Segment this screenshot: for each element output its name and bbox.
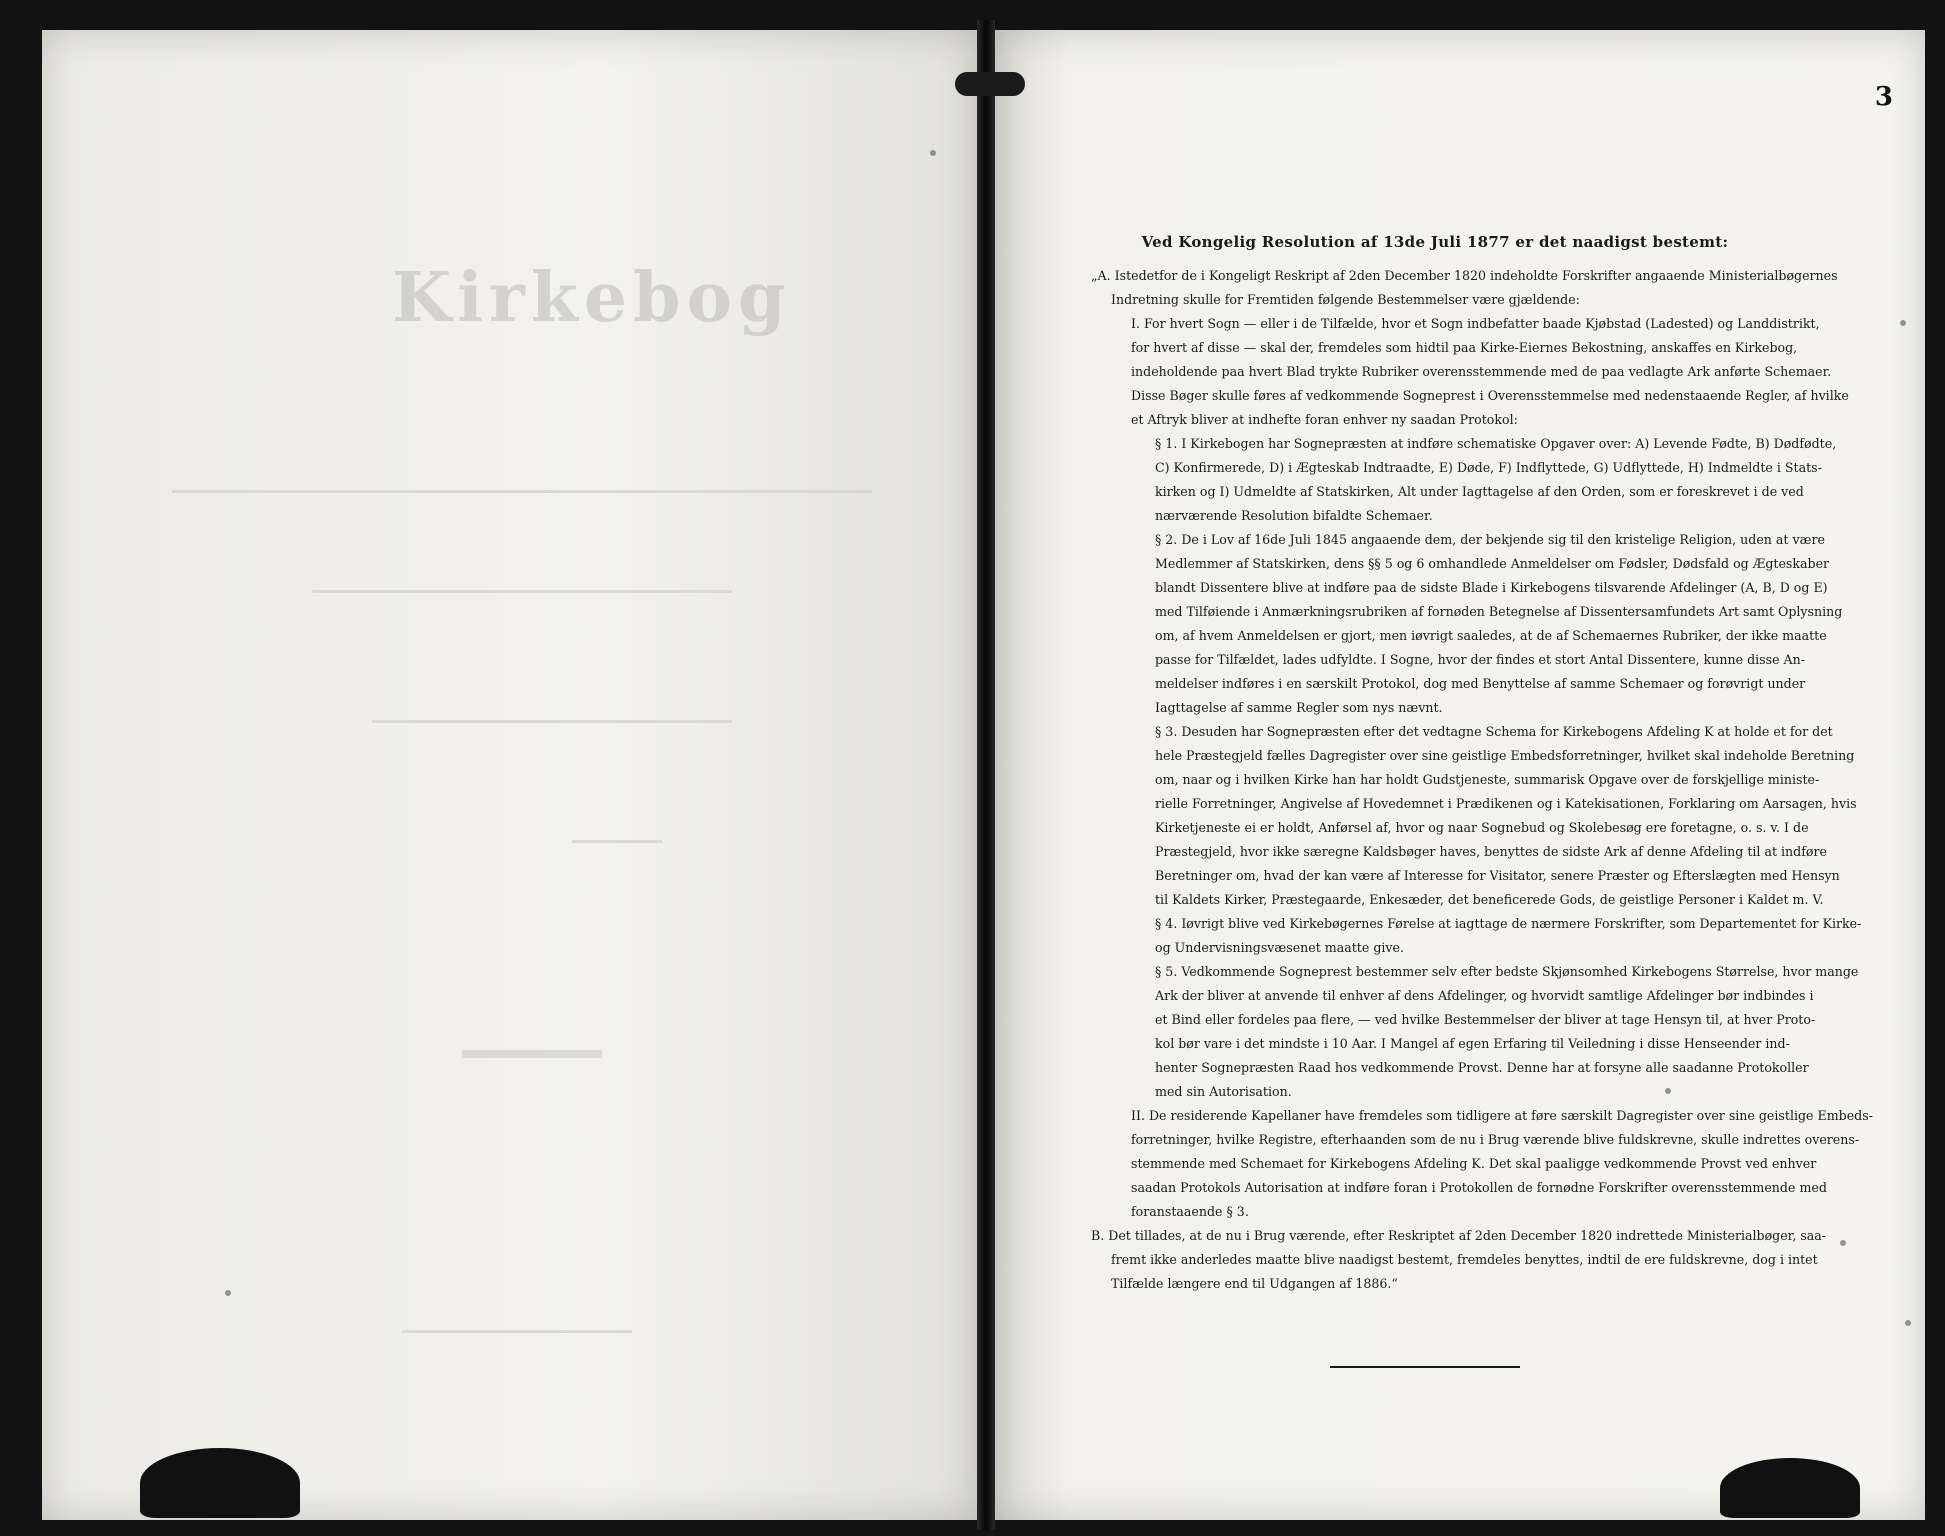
text-line: om, naar og i hvilken Kirke han har holdt Gudstjeneste, summarisk Opgave over de forskjellige ministe- xyxy=(1155,772,1820,787)
text-line: foranstaaende § 3. xyxy=(1131,1204,1249,1219)
text-line: blandt Dissentere blive at indføre paa de sidste Blade i Kirkebogens tilsvarende Afdelinger (A, B, D og E) xyxy=(1155,580,1828,595)
text-line: Beretninger om, hvad der kan være af Interesse for Visitator, senere Præster og Efterslægten med Hensyn xyxy=(1155,868,1840,883)
text-line: rielle Forretninger, Angivelse af Hovedemnet i Prædikenen og i Katekisationen, Forklaring om Aarsagen, hvis xyxy=(1155,796,1857,811)
text-line: et Aftryk bliver at indhefte foran enhver ny saadan Protokol: xyxy=(1131,412,1518,427)
text-line: indeholdende paa hvert Blad trykte Rubriker overensstemmende med de paa vedlagte Ark anførte Schemaer. xyxy=(1131,364,1832,379)
text-line: Tilfælde længere end til Udgangen af 1886.“ xyxy=(1111,1276,1398,1291)
book-gutter xyxy=(977,20,995,1530)
text-line: nærværende Resolution bifaldte Schemaer. xyxy=(1155,508,1433,523)
text-line: kirken og I) Udmeldte af Statskirken, Alt under Iagttagelse af den Orden, som er foreskrevet i de ved xyxy=(1155,484,1804,499)
ghost-line xyxy=(312,590,732,593)
text-line: Disse Bøger skulle føres af vedkommende Sogneprest i Overensstemmelse med nedenstaaende Regler, af hvilke xyxy=(1131,388,1849,403)
right-corner-blot xyxy=(1720,1458,1860,1518)
text-line: fremt ikke anderledes maatte blive naadigst bestemt, fremdeles benyttes, indtil de ere fuldskrevne, dog i intet xyxy=(1111,1252,1818,1267)
text-line: § 2. De i Lov af 16de Juli 1845 angaaende dem, der bekjende sig til den kristelige Religion, uden at være xyxy=(1155,532,1825,547)
speck xyxy=(930,150,936,156)
text-line: kol bør vare i det mindste i 10 Aar. I Mangel af egen Erfaring til Veiledning i disse Henseender ind- xyxy=(1155,1036,1790,1051)
text-line: for hvert af disse — skal der, fremdeles som hidtil paa Kirke-Eiernes Bekostning, anskaffes en Kirkebog, xyxy=(1131,340,1798,355)
text-line: stemmende med Schemaet for Kirkebogens Afdeling K. Det skal paaligge vedkommende Provst ved enhver xyxy=(1131,1156,1817,1171)
resolution-lines xyxy=(1075,264,1873,1296)
left-corner-blot xyxy=(140,1448,300,1518)
text-line: § 3. Desuden har Sognepræsten efter det vedtagne Schema for Kirkebogens Afdeling K at holde et for det xyxy=(1155,724,1833,739)
binding-clasp xyxy=(955,72,1025,96)
text-line: I. For hvert Sogn — eller i de Tilfælde, hvor et Sogn indbefatter baade Kjøbstad (Ladested) og Landdistrikt, xyxy=(1131,316,1820,331)
text-line: C) Konfirmerede, D) i Ægteskab Indtraadte, E) Døde, F) Indflyttede, G) Udflyttede, H) Indmeldte i Stats- xyxy=(1155,460,1822,475)
text-line: med Tilføiende i Anmærkningsrubriken af fornøden Betegnelse af Dissentersamfundets Art samt Oplysning xyxy=(1155,604,1843,619)
text-line: og Undervisningsvæsenet maatte give. xyxy=(1155,940,1404,955)
text-line: Indretning skulle for Fremtiden følgende Bestemmelser være gjældende: xyxy=(1111,292,1580,307)
ghost-title-bleed: Kirkebog xyxy=(392,258,792,338)
text-line: hele Præstegjeld fælles Dagregister over sine geistlige Embedsforretninger, hvilket skal indeholde Beretning xyxy=(1155,748,1855,763)
text-line: forretninger, hvilke Registre, efterhaanden som de nu i Brug værende blive fuldskrevne, skulle indrettes overens- xyxy=(1131,1132,1860,1147)
text-line: „A. Istedetfor de i Kongeligt Reskript af 2den December 1820 indeholdte Forskrifter angaaende Ministerialbøgernes xyxy=(1091,268,1838,283)
text-line: med sin Autorisation. xyxy=(1155,1084,1292,1099)
text-line: § 1. I Kirkebogen har Sognepræsten at indføre schematiske Opgaver over: A) Levende Fødte, B) Dødfødte, xyxy=(1155,436,1837,451)
page-number: 3 xyxy=(1874,82,1893,112)
text-line: saadan Protokols Autorisation at indføre foran i Protokollen de fornødne Forskrifter overensstemmende med xyxy=(1131,1180,1827,1195)
resolution-heading: Ved Kongelig Resolution af 13de Juli 1877 er det naadigst bestemt: xyxy=(1141,233,1729,251)
text-line: B. Det tillades, at de nu i Brug værende, efter Reskriptet af 2den December 1820 indrettede Ministerialbøger, saa- xyxy=(1091,1228,1827,1243)
text-line: passe for Tilfældet, lades udfyldte. I Sogne, hvor der findes et stort Antal Dissentere, kunne disse An- xyxy=(1155,652,1806,667)
text-line: Iagttagelse af samme Regler som nys nævnt. xyxy=(1155,700,1443,715)
speck xyxy=(1900,320,1906,326)
text-line: henter Sognepræsten Raad hos vedkommende Provst. Denne har at forsyne alle saadanne Protokoller xyxy=(1155,1060,1809,1075)
text-line: Medlemmer af Statskirken, dens §§ 5 og 6 omhandlede Anmeldelser om Fødsler, Dødsfald og Ægteskaber xyxy=(1155,556,1830,571)
text-line: til Kaldets Kirker, Præstegaarde, Enkesæder, det beneficerede Gods, de geistlige Personer i Kaldet m. V. xyxy=(1155,892,1824,907)
text-line: om, af hvem Anmeldelsen er gjort, men iøvrigt saaledes, at de af Schemaernes Rubriker, der ikke maatte xyxy=(1155,628,1827,643)
ghost-line xyxy=(172,490,872,493)
text-line: Præstegjeld, hvor ikke særegne Kaldsbøger haves, benyttes de sidste Ark af denne Afdeling til at indføre xyxy=(1155,844,1827,859)
speck xyxy=(1840,1240,1846,1246)
closing-rule xyxy=(1330,1366,1520,1368)
text-line: II. De residerende Kapellaner have fremdeles som tidligere at føre særskilt Dagregister over sine geistlige Embeds- xyxy=(1131,1108,1873,1123)
speck xyxy=(1905,1320,1911,1326)
text-line: § 4. Iøvrigt blive ved Kirkebøgernes Førelse at iagttage de nærmere Forskrifter, som Departementet for Kirke- xyxy=(1155,916,1862,931)
text-line: Kirketjeneste ei er holdt, Anførsel af, hvor og naar Sognebud og Skolebesøg ere foretagne, o. s. v. I de xyxy=(1155,820,1809,835)
left-page xyxy=(42,30,977,1520)
ghost-line xyxy=(372,720,732,723)
text-line: meldelser indføres i en særskilt Protokol, dog med Benyttelse af samme Schemaer og forøvrigt under xyxy=(1155,676,1806,691)
ghost-ornament xyxy=(462,1050,602,1058)
text-line: § 5. Vedkommende Sogneprest bestemmer selv efter bedste Skjønsomhed Kirkebogens Størrelse, hvor mange xyxy=(1155,964,1859,979)
text-line: et Bind eller fordeles paa flere, — ved hvilke Bestemmelser der bliver at tage Hensyn til, at hver Proto- xyxy=(1155,1012,1816,1027)
speck xyxy=(225,1290,231,1296)
ghost-line xyxy=(572,840,662,843)
resolution-text xyxy=(1075,230,1873,1296)
text-line: Ark der bliver at anvende til enhver af dens Afdelinger, og hvorvidt samtlige Afdelinger bør indbindes i xyxy=(1155,988,1814,1003)
ghost-line xyxy=(402,1330,632,1333)
